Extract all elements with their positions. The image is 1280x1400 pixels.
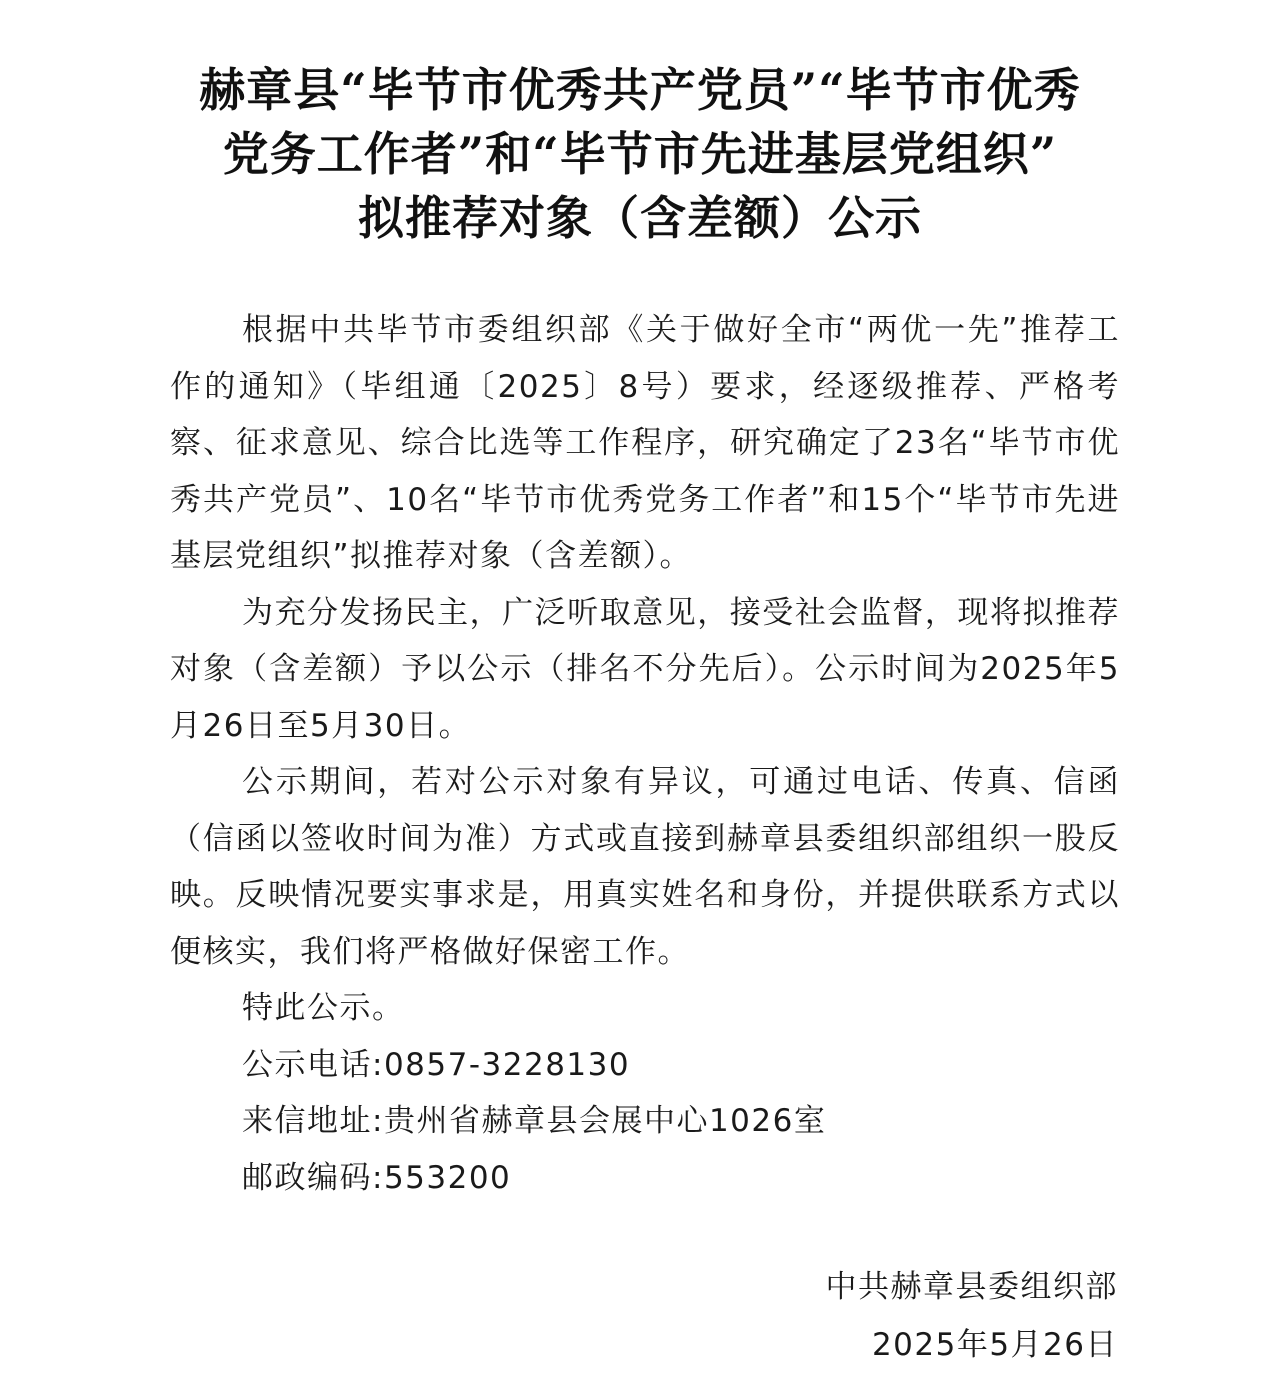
notice-body: [170, 302, 1120, 1206]
title-line-1: 赫章县“毕节市优秀共产党员”“毕节市优秀: [199, 63, 1081, 117]
paragraph-basis: 根据中共毕节市委组织部《关于做好全市“两优一先”推荐工作的通知》（毕组通〔2025〕8号）要求，经逐级推荐、严格考察、征求意见、综合比选等工作程序，研究确定了23名“毕节市优秀共产党员”、10名“毕节市优秀党务工作者”和15个“毕节市先进基层党组织”拟推荐对象（含差额）。: [170, 312, 1120, 574]
contact-postcode: 邮政编码:553200: [242, 1159, 512, 1196]
paragraph-objection-process: 公示期间，若对公示对象有异议，可通过电话、传真、信函（信函以签收时间为准）方式或直接到赫章县委组织部组织一股反映。反映情况要实事求是，用真实姓名和身份，并提供联系方式以便核实，我们将严格做好保密工作。: [170, 764, 1120, 970]
signature-block: [826, 1258, 1119, 1374]
title-line-2: 党务工作者”和“毕节市先进基层党组织”: [222, 127, 1058, 181]
closing-statement: 特此公示。: [242, 990, 405, 1026]
issuing-organization: 中共赫章县委组织部: [825, 1269, 1118, 1305]
issue-date: 2025年5月26日: [871, 1327, 1118, 1363]
notice-title: [140, 58, 1140, 250]
paragraph-publicity-period: 为充分发扬民主，广泛听取意见，接受社会监督，现将拟推荐对象（含差额）予以公示（排名不分先后）。公示时间为2025年5月26日至5月30日。: [170, 594, 1120, 744]
contact-phone: 公示电话:0857-3228130: [242, 1046, 631, 1083]
title-line-3: 拟推荐对象（含差额）公示: [358, 191, 922, 245]
contact-address: 来信地址:贵州省赫章县会展中心1026室: [242, 1103, 827, 1139]
